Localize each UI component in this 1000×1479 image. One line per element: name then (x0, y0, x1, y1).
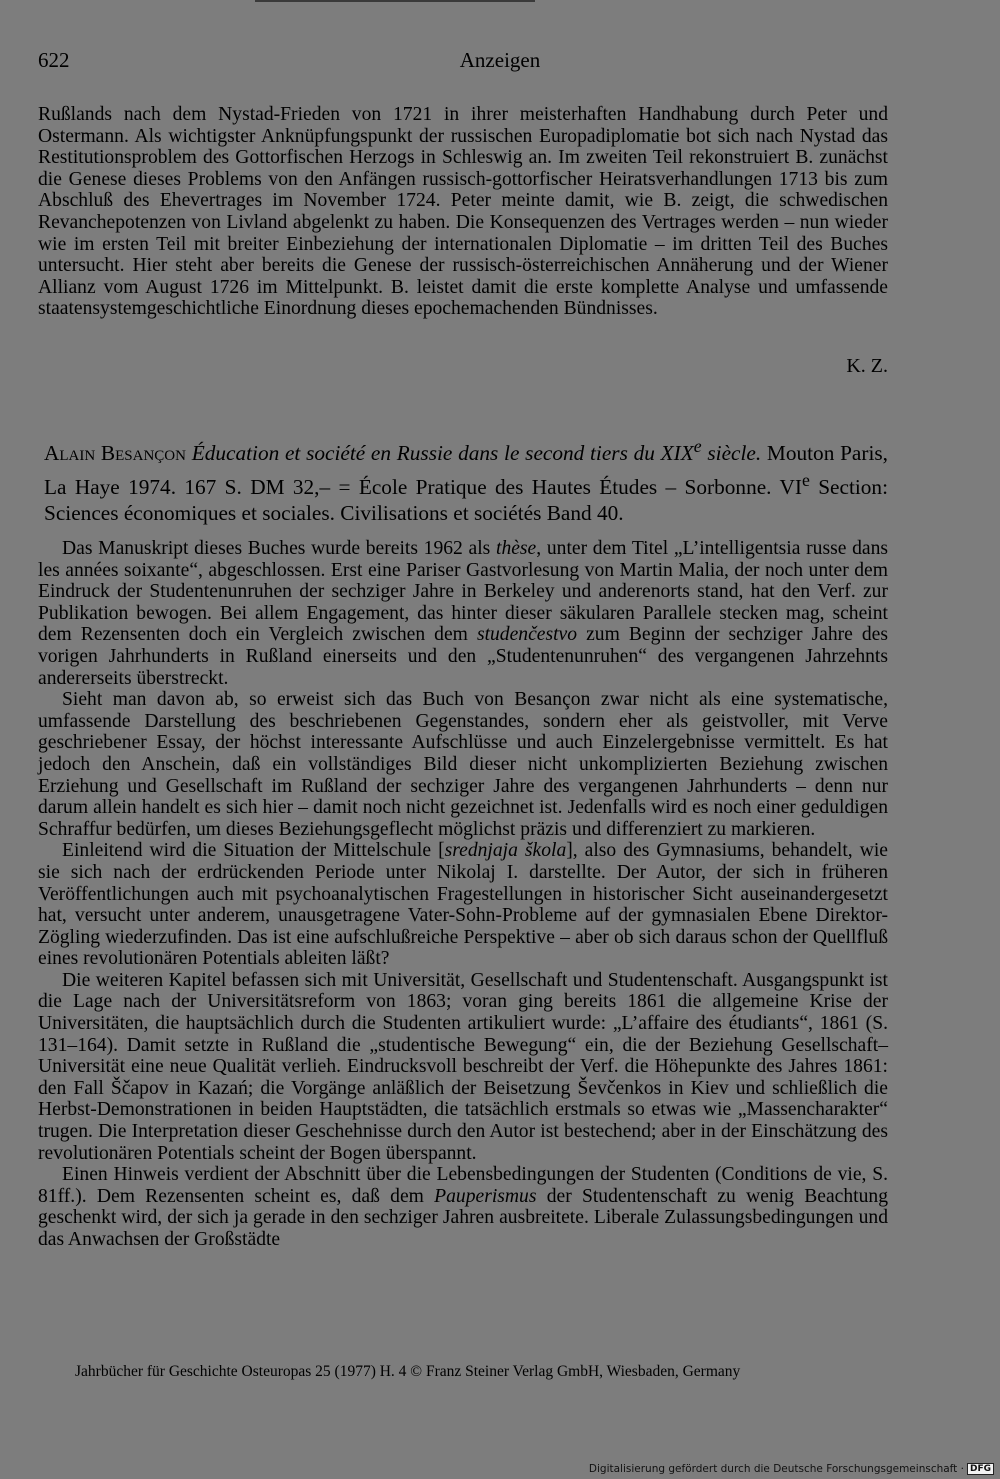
dfg-logo: DFG (967, 1463, 994, 1475)
review-paragraph-2: Sieht man davon ab, so erweist sich das Buch von Besançon zwar nicht als eine systematische, umfassende Darstellung des beschriebenen Gegenstandes, sondern eher als geistvoller, mit Verve geschriebener Essay, der höchst interessante Aufschlüsse und auch Einzelergebnisse vermittelt. Es hat jedoch den Anschein, daß ein vollständiges Bild dieser nicht unkomplizierten Beziehung zwischen Erziehung und Gesellschaft im Rußland der sechziger Jahre des vergangenen Jahrhunderts – denn nur darum allein handelt es sich hier – damit noch nicht gezeichnet ist. Jedenfalls wird es noch einer geduldigen Schraffur bedürfen, um dieses Beziehungsgeflecht möglichst präzis und differenziert zu markieren. (38, 689, 888, 840)
review-paragraph-4: Die weiteren Kapitel befassen sich mit Universität, Gesellschaft und Studentenschaft. Ausgangspunkt ist die Lage nach der Universitätsreform von 1863; voran ging bereits 1861 die allgemeine Krise der Universitäten, die hauptsächlich durch die Studenten artikuliert wurde: „L’affaire des étudiants“, 1861 (S. 131–164). Damit setzte in Rußland die „studentische Bewegung“ ein, die der Beziehung Gesellschaft–Universität eine neue Qualität verlieh. Eindrucksvoll beschreibt der Verf. die Höhepunkte des Jahres 1861: den Fall Ščapov in Kazań; die Vorgänge anläßlich der Beisetzung Ševčenkos in Kiev und schließlich die Herbst-Demonstrationen in beiden Hauptstädten, die tatsächlich erstmals so etwas wie „Massencharakter“ trugen. Die Interpretation dieser Geschehnisse durch den Autor ist bestechend; aber in der Einschätzung des revolutionären Potentials scheint der Bogen überspannt. (38, 969, 888, 1164)
page-number: 622 (38, 48, 70, 72)
scan-top-edge (255, 0, 535, 2)
review-paragraph-1: Das Manuskript dieses Buches wurde bereits 1962 als thèse, unter dem Titel „L’intelligentsia russe dans les années soixante“, abgeschlossen. Erst eine Pariser Gastvorlesung von Martin Malia, der noch unter dem Eindruck der Studentenunruhen der sechziger Jahre in Berkeley und anderenorts stand, hat den Verf. zur Publikation bewogen. Bei allem Engagement, das hinter dieser säkularen Parallele stecken mag, scheint dem Rezensenten doch ein Vergleich zwischen dem studenčestvo zum Beginn der sechziger Jahre des vorigen Jahrhunderts in Rußland einerseits und den „Studentenunruhen“ des vergangenen Jahrzehnts andererseits überstreckt. (38, 538, 888, 689)
reviewer-signature: K. Z. (846, 355, 888, 377)
review-heading (44, 433, 888, 527)
previous-review-text (38, 104, 888, 320)
bibliographic-details: Mouton Paris, La Haye 1974. 167 S. DM 32,– = École Pratique des Hautes Études – Sorbonne. VIe Section: Sciences économiques et sociales. Civilisations et sociétés Band 40. (44, 441, 888, 526)
digitization-text: Digitalisierung gefördert durch die Deutsche Forschungsgemeinschaft · (588, 1463, 964, 1475)
review-paragraph-5: Einen Hinweis verdient der Abschnitt über die Lebensbedingungen der Studenten (Conditions de vie, S. 81ff.). Dem Rezensenten scheint es, daß dem Pauperismus der Studentenschaft zu wenig Beachtung geschenkt wird, der sich ja gerade in den sechziger Jahren ausbreitete. Liberale Zulassungsbedingungen und das Anwachsen der Großstädte (38, 1164, 889, 1250)
review-body (38, 538, 888, 1251)
previous-review-paragraph: Rußlands nach dem Nystad-Frieden von 1721 in ihrer meisterhaften Handhabung durch Peter und Ostermann. Als wichtigster Anknüpfungspunkt der russischen Europadiplomatie bot sich nach Nystad das Restitutionsproblem des Gottorfischen Herzogs in Schleswig an. Im zweiten Teil rekonstruiert B. zunächst die Genese dieses Problems von den Anfängen russisch-gottorfischer Heiratsverhandlungen 1713 bis zum Abschluß des Ehevertrages im November 1724. Peter meinte damit, wie B. zeigt, die schwedischen Revanchepotenzen von Livland abgelenkt zu haben. Die Konsequenzen des Vertrages werden – nun wieder wie im ersten Teil mit breiter Einbeziehung der internationalen Diplomatie – im dritten Teil des Buches untersucht. Hier steht aber bereits die Genese der russisch-österreichischen Annäherung und der Wiener Allianz vom August 1726 im Mittelpunkt. B. leistet damit die erste komplette Analyse und umfassende staatensystemgeschichtliche Einordnung dieses epochemachenden Bündnisses. (38, 104, 888, 320)
book-title: Éducation et société en Russie dans le second tiers du XIXe siècle. (191, 436, 762, 466)
journal-footer: Jahrbücher für Geschichte Osteuropas 25 (1977) H. 4 © Franz Steiner Verlag GmbH, Wiesbaden, Germany (75, 1363, 741, 1380)
running-head: Anzeigen (459, 48, 541, 72)
review-paragraph-3: Einleitend wird die Situation der Mittelschule [srednjaja škola], also des Gymnasiums, behandelt, wie sie sich nach der erdrückenden Periode unter Nikolaj I. darstellte. Der Autor, der sich in früheren Veröffentlichungen auch mit psychoanalytischen Fragestellungen in historischer Sicht auseinandergesetzt hat, versucht unter anderem, unausgetragene Vater-Sohn-Probleme auf der gymnasialen Ebene Direktor-Zögling wiederzufinden. Das ist eine aufschlußreiche Perspektive – aber ob sich daraus schon der Quellfluß eines revolutionären Potentials ableiten läßt? (38, 840, 888, 970)
book-author: Alain Besançon (44, 441, 186, 466)
digitization-note (589, 1463, 994, 1475)
